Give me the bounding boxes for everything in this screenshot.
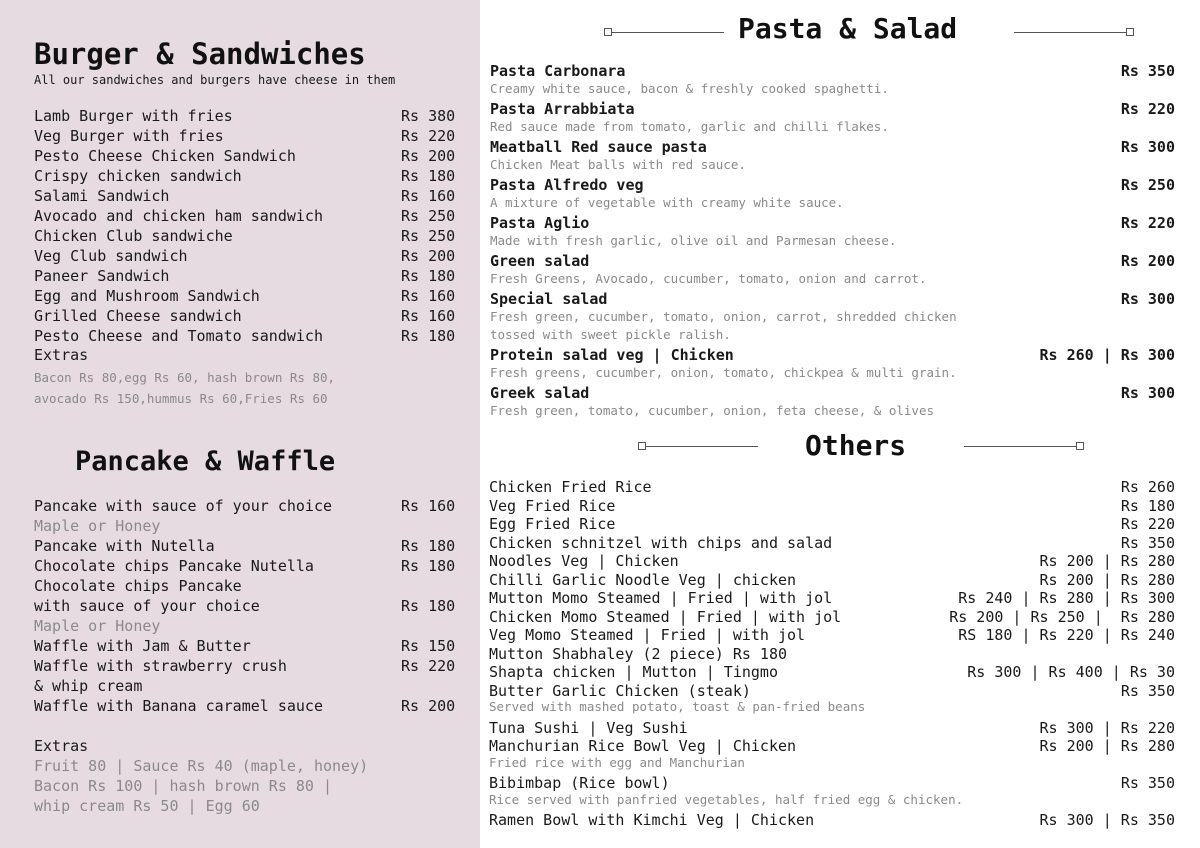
- others-left-ornament: [638, 442, 758, 450]
- menu-item-option: Maple or Honey: [34, 617, 161, 635]
- menu-item-description: Made with fresh garlic, olive oil and Parmesan cheese.: [490, 233, 897, 248]
- menu-item-description: Chicken Meat balls with red sauce.: [490, 157, 746, 172]
- menu-item-name: Protein salad veg | Chicken: [490, 346, 734, 364]
- menu-item-name: Mutton Shabhaley (2 piece) Rs 180: [489, 644, 788, 663]
- menu-item-description: A mixture of vegetable with creamy white sauce.: [490, 195, 844, 210]
- menu-item-name: Green salad: [490, 252, 590, 270]
- menu-item-price: Rs 260: [1120, 478, 1175, 496]
- menu-item-description: Served with mashed potato, toast & pan-fried beans: [489, 699, 866, 714]
- menu-item-price: Rs 200: [1120, 252, 1175, 270]
- menu-item-price: Rs 200 | Rs 250 | Rs 280: [949, 607, 1175, 626]
- pasta-left-ornament: [604, 28, 724, 36]
- menu-item-description: Fresh greens, cucumber, onion, tomato, chickpea & multi grain.: [490, 365, 957, 380]
- menu-item-price: Rs 300 | Rs 350: [1039, 811, 1175, 829]
- menu-item-price: Rs 250: [401, 227, 456, 245]
- menu-item-description: Fresh green, cucumber, tomato, onion, carrot, shredded chicken: [490, 309, 957, 324]
- menu-item-name: Paneer Sandwich: [34, 267, 170, 285]
- menu-item-name: Chocolate chips Pancake: [34, 577, 242, 595]
- menu-item-price: Rs 300: [1120, 290, 1175, 308]
- menu-item-price: Rs 250: [1120, 176, 1175, 194]
- menu-item-option: Maple or Honey: [34, 517, 161, 535]
- menu-item-price: Rs 200: [401, 247, 456, 265]
- extras-text: whip cream Rs 50 | Egg 60: [34, 797, 260, 815]
- menu-item-name: Shapta chicken | Mutton | Tingmo: [489, 663, 778, 681]
- pasta-right-ornament: [1014, 28, 1134, 36]
- menu-item-price: Rs 350: [1120, 681, 1175, 700]
- menu-item-price: RS 180 | Rs 220 | Rs 240: [958, 626, 1175, 644]
- menu-item-price: Rs 180: [401, 537, 456, 555]
- menu-item-name: Salami Sandwich: [34, 187, 170, 205]
- menu-item-name: Pesto Cheese and Tomato sandwich: [34, 327, 323, 345]
- extras-text: Fruit 80 | Sauce Rs 40 (maple, honey): [34, 757, 369, 775]
- menu-item-name: Chicken schnitzel with chips and salad: [489, 533, 833, 552]
- burger-section-title: Burger & Sandwiches: [34, 37, 366, 71]
- menu-item-price: Rs 300: [1120, 384, 1175, 402]
- pancake-section-title: Pancake & Waffle: [75, 446, 336, 477]
- menu-item-price: Rs 350: [1120, 533, 1175, 552]
- menu-item-name: Veg Momo Steamed | Fried | with jol: [489, 626, 806, 644]
- menu-item-name: Meatball Red sauce pasta: [490, 138, 707, 156]
- menu-item-price: Rs 160: [401, 497, 456, 515]
- menu-item-name: Butter Garlic Chicken (steak): [489, 681, 751, 700]
- right-panel: [480, 0, 1200, 848]
- menu-item-price: Rs 300 | Rs 220: [1039, 718, 1175, 737]
- menu-item-price: Rs 180: [401, 327, 456, 345]
- menu-item-description: Creamy white sauce, bacon & freshly cooked spaghetti.: [490, 81, 889, 96]
- menu-item-price: Rs 160: [401, 187, 456, 205]
- menu-item-name: Pesto Cheese Chicken Sandwich: [34, 147, 296, 165]
- menu-item-name: Chicken Club sandwiche: [34, 227, 233, 245]
- extras-text: Bacon Rs 80,egg Rs 60, hash brown Rs 80,: [34, 370, 336, 385]
- menu-item-name: Pasta Arrabbiata: [490, 100, 635, 118]
- menu-item-name: Waffle with Jam & Butter: [34, 637, 251, 655]
- menu-item-price: Rs 240 | Rs 280 | Rs 300: [958, 589, 1175, 607]
- menu-item-price: Rs 300 | Rs 400 | Rs 30: [967, 663, 1175, 681]
- menu-item-name: Pancake with sauce of your choice: [34, 497, 333, 515]
- menu-item-price: Rs 160: [401, 307, 456, 325]
- menu-item-price: Rs 200: [401, 147, 456, 165]
- menu-item-price: Rs 160: [401, 287, 456, 305]
- menu-item-name: Egg and Mushroom Sandwich: [34, 287, 260, 305]
- menu-item-name: Veg Fried Rice: [489, 496, 616, 515]
- menu-item-name: with sauce of your choice: [34, 597, 260, 615]
- menu-item-price: Rs 200 | Rs 280: [1039, 552, 1175, 570]
- menu-item-name: Special salad: [490, 290, 608, 308]
- menu-item-name: Chilli Garlic Noodle Veg | chicken: [489, 570, 797, 589]
- menu-item-price: Rs 250: [401, 207, 456, 225]
- menu-item-name: Grilled Cheese sandwich: [34, 307, 242, 325]
- left-panel: [0, 0, 480, 848]
- menu-item-name: Waffle with Banana caramel sauce: [34, 697, 323, 715]
- menu-item-description: Fresh Greens, Avocado, cucumber, tomato, onion and carrot.: [490, 271, 927, 286]
- menu-item-price: Rs 350: [1120, 774, 1175, 792]
- menu-item-price: Rs 180: [401, 167, 456, 185]
- menu-item-name: Lamb Burger with fries: [34, 107, 233, 125]
- menu-item-name: Manchurian Rice Bowl Veg | Chicken: [489, 737, 797, 755]
- menu-item-description: tossed with sweet pickle ralish.: [490, 327, 731, 342]
- extras-label: Extras: [34, 346, 89, 364]
- menu-item-price: Rs 200: [401, 697, 456, 715]
- menu-item-name: Mutton Momo Steamed | Fried | with jol: [489, 589, 833, 607]
- menu-item-name: Pasta Alfredo veg: [490, 176, 644, 194]
- extras-text: avocado Rs 150,hummus Rs 60,Fries Rs 60: [34, 391, 328, 406]
- menu-item-description: Red sauce made from tomato, garlic and chilli flakes.: [490, 119, 889, 134]
- menu-item-description: Fresh green, tomato, cucumber, onion, feta cheese, & olives: [490, 403, 935, 418]
- menu-item-name: Veg Club sandwich: [34, 247, 188, 265]
- menu-item-name: Noodles Veg | Chicken: [489, 552, 679, 570]
- menu-item-price: Rs 220: [1120, 515, 1175, 533]
- others-section-title: Others: [805, 429, 907, 462]
- menu-item-name: Veg Burger with fries: [34, 127, 224, 145]
- menu-item-price: Rs 220: [1120, 100, 1175, 118]
- menu-item-name: Bibimbap (Rice bowl): [489, 774, 670, 792]
- menu-item-description: Rice served with panfried vegetables, half fried egg & chicken.: [489, 791, 964, 807]
- menu-item-price: Rs 200 | Rs 280: [1039, 737, 1175, 755]
- menu-item-name: Chocolate chips Pancake Nutella: [34, 557, 314, 575]
- extras-text: Bacon Rs 100 | hash brown Rs 80 |: [34, 777, 333, 795]
- menu-item-name: Pasta Aglio: [490, 214, 590, 232]
- menu-item-price: Rs 180: [401, 597, 456, 615]
- menu-item-price: Rs 180: [401, 267, 456, 285]
- others-right-ornament: [964, 442, 1084, 450]
- menu-item-price: Rs 220: [401, 127, 456, 145]
- menu-item-name: Chicken Fried Rice: [489, 478, 652, 496]
- menu-item-name: Pasta Carbonara: [490, 62, 626, 80]
- menu-item-price: Rs 350: [1120, 62, 1175, 80]
- extras-label: Extras: [34, 737, 89, 755]
- menu-item-price: Rs 220: [1120, 214, 1175, 232]
- menu-item-description: Fried rice with egg and Manchurian: [489, 754, 745, 770]
- menu-item-name: Greek salad: [490, 384, 590, 402]
- pasta-section-title: Pasta & Salad: [738, 12, 958, 45]
- menu-item-name: Egg Fried Rice: [489, 515, 616, 533]
- menu-item-name: Crispy chicken sandwich: [34, 167, 242, 185]
- burger-cheese-note: All our sandwiches and burgers have cheese in them: [34, 73, 396, 87]
- menu-item-name: Tuna Sushi | Veg Sushi: [489, 718, 688, 737]
- menu-item-price: Rs 150: [401, 637, 456, 655]
- menu-item-price: Rs 180: [401, 557, 456, 575]
- menu-item-name: & whip cream: [34, 677, 143, 695]
- menu-item-price: Rs 180: [1120, 496, 1175, 515]
- menu-item-price: Rs 260 | Rs 300: [1039, 346, 1175, 364]
- menu-item-price: Rs 220: [401, 657, 456, 675]
- menu-item-name: Ramen Bowl with Kimchi Veg | Chicken: [489, 811, 815, 829]
- menu-item-name: Pancake with Nutella: [34, 537, 215, 555]
- menu-item-name: Chicken Momo Steamed | Fried | with jol: [489, 607, 842, 626]
- menu-item-name: Avocado and chicken ham sandwich: [34, 207, 323, 225]
- menu-item-price: Rs 200 | Rs 280: [1039, 570, 1175, 589]
- menu-item-price: Rs 300: [1120, 138, 1175, 156]
- menu-item-name: Waffle with strawberry crush: [34, 657, 287, 675]
- menu-item-price: Rs 380: [401, 107, 456, 125]
